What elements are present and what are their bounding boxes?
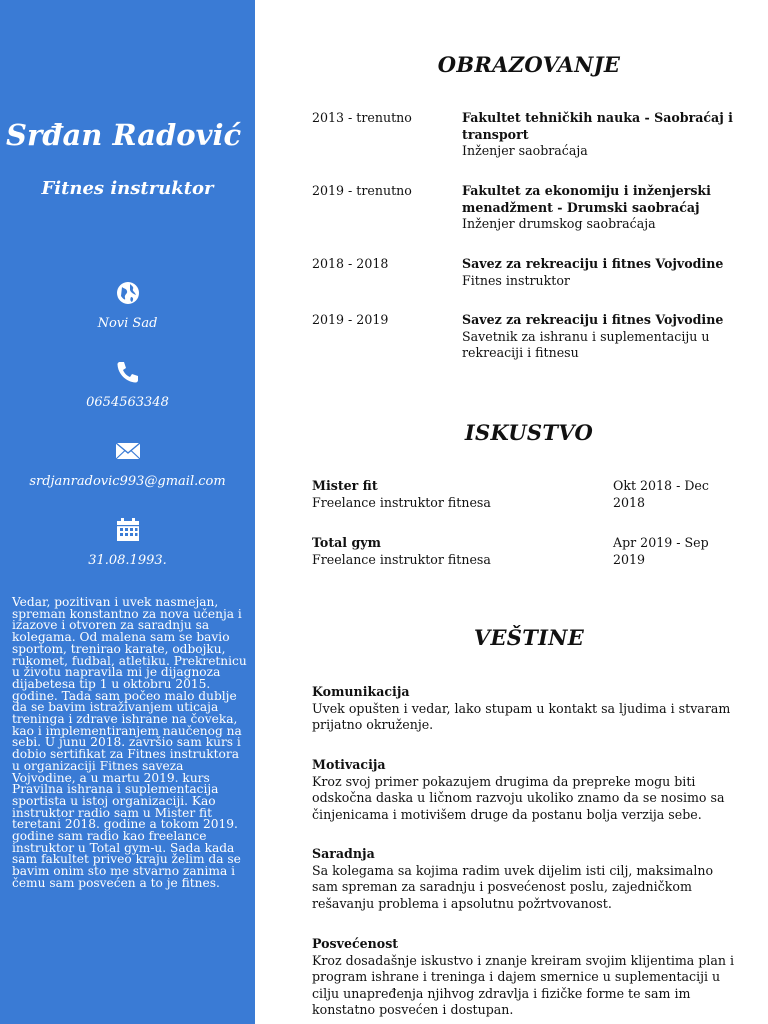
sidebar	[0, 0, 255, 1024]
skill-name: Motivacija	[312, 757, 386, 772]
phone-contact	[0, 359, 255, 410]
experience-period: Okt 2018 - Dec 2018	[613, 478, 709, 510]
education-title: OBRAZOVANJE	[437, 52, 621, 77]
education-period: 2019 - 2019	[312, 312, 389, 327]
skill-description: Uvek opušten i vedar, lako stupam u kontakt sa ljudima i stvaram prijatno okruženje.	[312, 700, 731, 732]
experience-position: Freelance instruktor fitnesa	[312, 494, 491, 510]
experience-company: Mister fit	[312, 478, 378, 493]
education-period: 2019 - trenutno	[312, 183, 412, 198]
experience-item	[312, 478, 752, 511]
education-degree: Savetnik za ishranu i suplementaciju u rekreaciji i fitnesu	[462, 328, 710, 360]
skill-description: Sa kolegama sa kojima radim uvek dijelim isti cilj, maksimalno sam spreman za saradnju i posvećenost poslu, zajedničkom rešavanju problema i apsolutnu požrtvovanost.	[312, 862, 714, 911]
experience-title: ISKUSTVO	[464, 420, 594, 445]
education-institution: Savez za rekreaciju i fitnes Vojvodine	[462, 312, 724, 327]
skill-description: Kroz svoj primer pokazujem drugima da prepreke mogu biti odskočna daska u ličnom razvoju ukoliko znamo da se nosimo sa činjenicama i motivišem druge da postanu bolja verzija sebe.	[312, 773, 725, 822]
person-name: Srđan Radović	[6, 118, 242, 152]
skill-description: Kroz dosadašnje iskustvo i znanje kreiram svojim klijentima plan i program ishrane i treninga i dajem smernice u suplementaciji u cilju unapređenja njihvog zdravlja i fizičke forme te sam im konstatno posvećen i dostupan.	[312, 952, 735, 1017]
main-content	[255, 0, 768, 1024]
email-contact	[0, 438, 255, 489]
skill-name: Saradnja	[312, 846, 375, 861]
birthdate-contact	[0, 517, 255, 568]
skill-name: Posvećenost	[312, 936, 399, 951]
skill-item	[312, 684, 742, 734]
job-title: Fitnes instruktor	[41, 178, 214, 199]
calendar-icon	[115, 517, 141, 543]
experience-item	[312, 535, 752, 568]
globe-icon	[115, 280, 141, 306]
education-institution: Savez za rekreaciju i fitnes Vojvodine	[462, 256, 724, 271]
email-text: srdjanradovic993@gmail.com	[29, 474, 226, 489]
location-contact	[0, 280, 255, 331]
skill-name: Komunikacija	[312, 684, 410, 699]
skill-item	[312, 846, 742, 912]
envelope-icon	[115, 438, 141, 464]
skill-item	[312, 936, 742, 1019]
education-period: 2018 - 2018	[312, 256, 389, 271]
location-text: Novi Sad	[97, 316, 158, 331]
phone-text: 0654563348	[86, 395, 169, 410]
education-institution: Fakultet tehničkih nauka - Saobraćaj i transport	[462, 110, 733, 142]
education-institution: Fakultet za ekonomiju i inženjerski menadžment - Drumski saobraćaj	[462, 183, 711, 215]
skills-title: VEŠTINE	[473, 625, 585, 650]
experience-period: Apr 2019 - Sep 2019	[613, 535, 709, 567]
birthdate-text: 31.08.1993.	[88, 553, 167, 568]
education-degree: Inženjer saobraćaja	[462, 143, 588, 158]
about-text: Vedar, pozitivan i uvek nasmejan, spreman konstantno za nova učenja i izazove i otvoren za saradnju sa kolegama. Od malena sam se bavio sportom, trenirao karate, odbojku, rukomet, fudbal, atletiku. Prekretnicu u životu napravila mi je dijagnoza dijabetesa tip 1 u oktobru 2015. godine. Tada sam počeo malo dublje da se bavim istraživanjem uticaja treninga i zdrave ishrane na čoveka, kao i implementiranjem naučenog na sebi. U junu 2018. završio sam kurs i dobio sertifikat za Fitnes instruktora u organizaciji Fitnes saveza Vojvodine, a u martu 2019. kurs Pravilna ishrana i suplementacija sportista u istoj organizaciji. Kao instruktor radio sam u Mister fit teretani 2018. godine a tokom 2019. godine sam radio kao freelance instruktor u Total gym-u. Sada kada sam fakultet priveo kraju želim da se bavim onim sto me stvarno zanima i čemu sam posvećen a to je fitnes.	[12, 595, 247, 890]
education-period: 2013 - trenutno	[312, 110, 412, 125]
phone-icon	[115, 359, 141, 385]
skill-item	[312, 757, 742, 823]
education-degree: Inženjer drumskog saobraćaja	[462, 216, 656, 231]
experience-company: Total gym	[312, 535, 381, 550]
experience-position: Freelance instruktor fitnesa	[312, 551, 491, 567]
education-degree: Fitnes instruktor	[462, 272, 570, 288]
